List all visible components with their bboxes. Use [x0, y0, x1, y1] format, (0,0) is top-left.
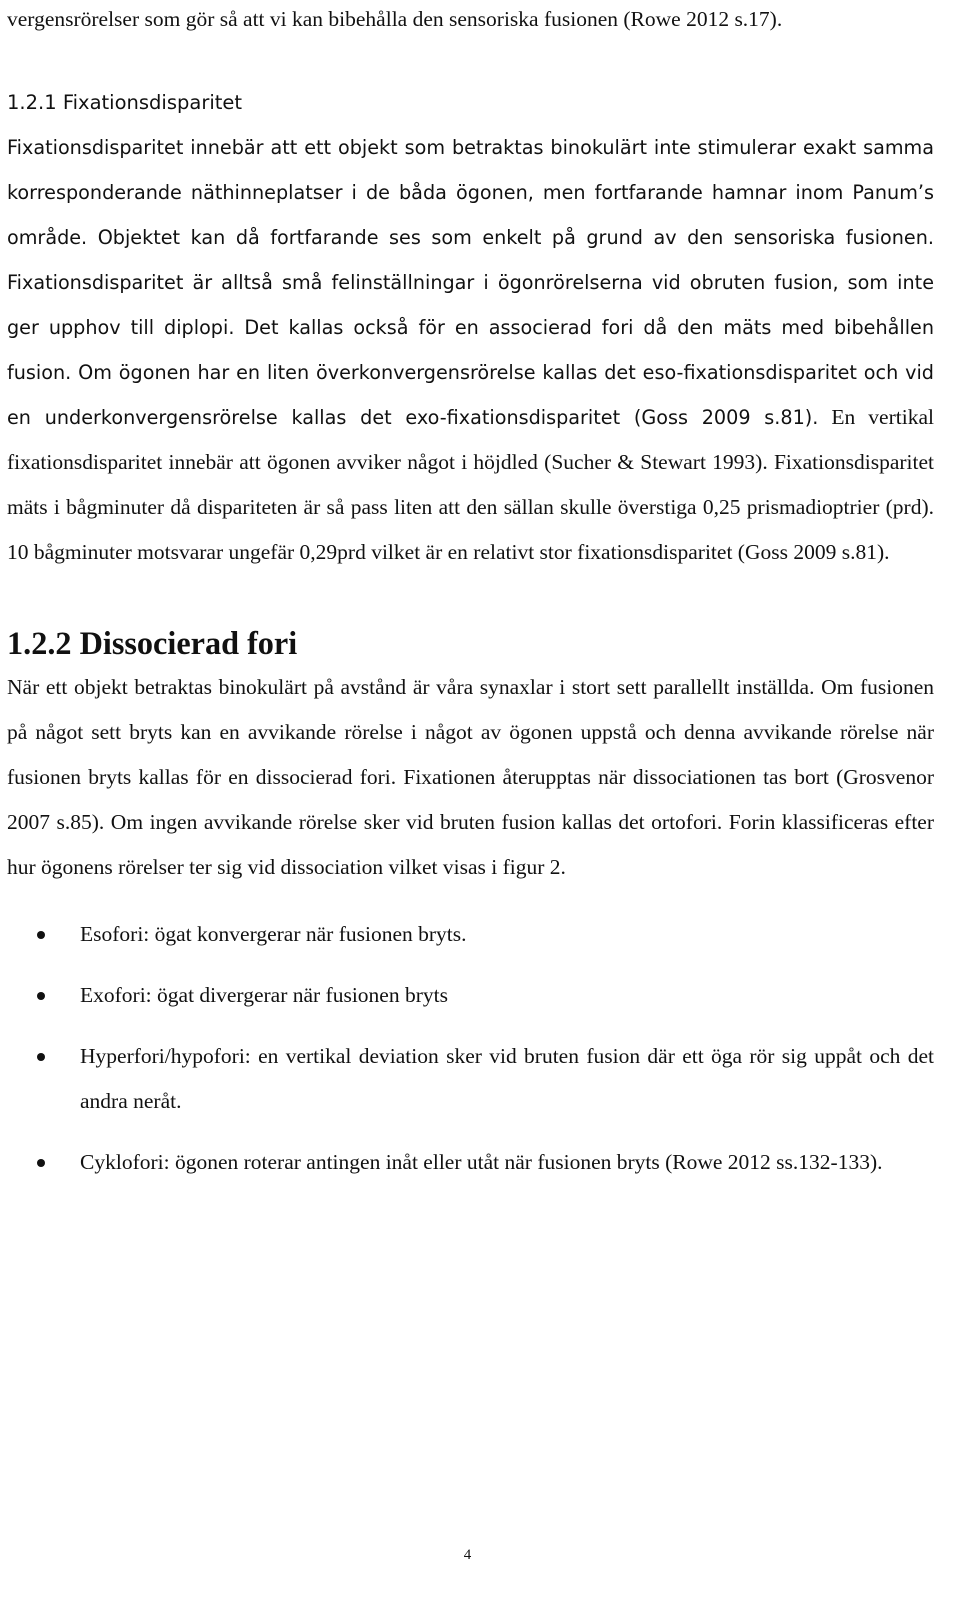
list-item-text: Exofori: ögat divergerar när fusionen bryts [80, 983, 448, 1007]
fixationsdisparitet-text-part-2: En vertikal fixationsdisparitet innebär att ögonen avviker något i höjdled (Sucher & Stewart 1993). Fixationsdisparitet mäts i bågminuter då dispariteten är så pass liten att den sällan skulle överstiga 0,25 prismadioptrier (prd). 10 bågminuter motsvarar ungefär 0,29prd vilket är en relativt stor fixationsdisparitet (Goss 2009 s.81). [7, 405, 934, 564]
page-number: 4 [463, 1547, 472, 1563]
section-heading-dissocierad-fori: 1.2.2 Dissocierad fori [7, 625, 298, 661]
fixationsdisparitet-paragraph [7, 125, 934, 575]
section-heading-fixationsdisparitet: 1.2.1 Fixationsdisparitet [7, 91, 243, 114]
fixationsdisparitet-text-part-1: Fixationsdisparitet innebär att ett objekt som betraktas binokulärt inte stimulerar exakt samma korresponderande näthinneplatser i de båda ögonen, men fortfarande hamnar inom Panum’s område. Objektet kan då fortfarande ses som enkelt på grund av den sensoriska fusionen. Fixationsdisparitet är alltså små felinställningar i ögonrörelserna vid obruten fusion, som inte ger upphov till diplopi. Det kallas också för en associerad fori då den mäts med bibehållen fusion. Om ögonen har en liten överkonvergensrörelse kallas det eso-fixationsdisparitet och vid en underkonvergensrörelse kallas det exo-fixationsdisparitet (Goss 2009 s.81). [7, 136, 934, 429]
bullet-icon [37, 1159, 45, 1167]
list-item [7, 912, 934, 957]
fori-classification-list [7, 912, 934, 1185]
list-item-text: Esofori: ögat konvergerar när fusionen bryts. [80, 922, 467, 946]
list-item [7, 973, 934, 1018]
list-item [7, 1140, 934, 1185]
section-fixationsdisparitet [7, 81, 934, 575]
bullet-icon [37, 1053, 45, 1061]
dissocierad-fori-paragraph: När ett objekt betraktas binokulärt på avstånd är våra synaxlar i stort sett parallellt inställda. Om fusionen på något sett bryts kan en avvikande rörelse i något av ögonen uppstå och denna avvikande rörelse när fusionen bryts kallas för en dissocierad fori. Fixationen återupptas när dissociationen tas bort (Grosvenor 2007 s.85). Om ingen avvikande rörelse sker vid bruten fusion kallas det ortofori. Forin klassificeras efter hur ögonens rörelser ter sig vid dissociation vilket visas i figur 2. [7, 675, 934, 879]
bullet-icon [37, 931, 45, 939]
document-page [7, 0, 934, 1201]
list-item-text: Cyklofori: ögonen roterar antingen inåt eller utåt när fusionen bryts (Rowe 2012 ss.132-133). [80, 1150, 883, 1174]
list-item [7, 1034, 934, 1124]
intro-paragraph: vergensrörelser som gör så att vi kan bibehålla den sensoriska fusionen (Rowe 2012 s.17). [7, 7, 783, 31]
bullet-icon [37, 992, 45, 1000]
section-dissocierad-fori [7, 621, 934, 1185]
list-item-text: Hyperfori/hypofori: en vertikal deviation sker vid bruten fusion där ett öga rör sig uppåt och det andra neråt. [80, 1044, 934, 1113]
